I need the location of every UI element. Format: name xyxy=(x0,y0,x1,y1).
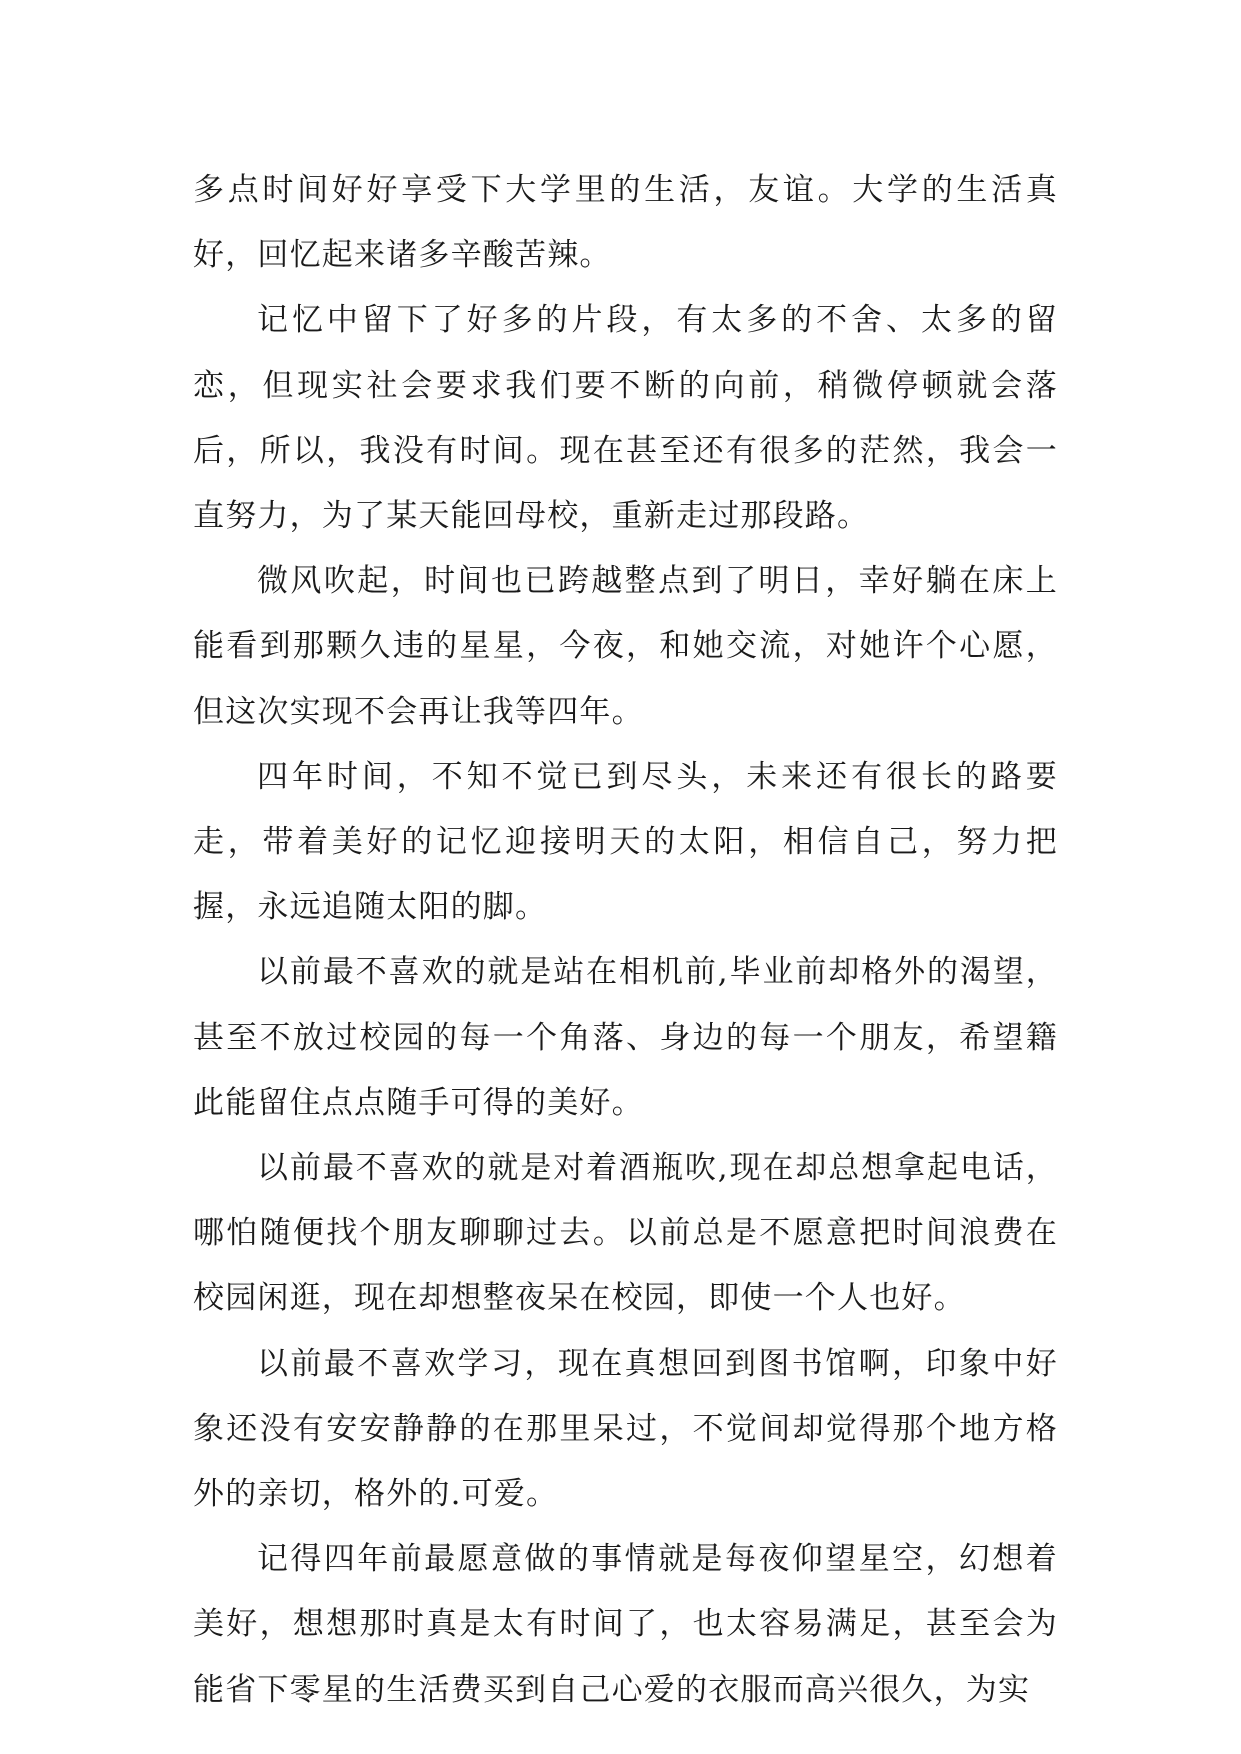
paragraph-1: 多点时间好好享受下大学里的生活，友谊。大学的生活真好，回忆起来诸多辛酸苦辣。 xyxy=(193,172,1058,274)
paragraph-3: 微风吹起，时间也已跨越整点到了明日，幸好躺在床上能看到那颗久违的星星，今夜，和她交流，对她许个心愿，但这次实现不会再让我等四年。 xyxy=(193,563,1058,730)
paragraph-6: 以前最不喜欢的就是对着酒瓶吹,现在却总想拿起电话，哪怕随便找个朋友聊聊过去。以前总是不愿意把时间浪费在校园闲逛，现在却想整夜呆在校园，即使一个人也好。 xyxy=(193,1150,1058,1317)
paragraph-2: 记忆中留下了好多的片段，有太多的不舍、太多的留恋，但现实社会要求我们要不断的向前，稍微停顿就会落后，所以，我没有时间。现在甚至还有很多的茫然，我会一直努力，为了某天能回母校，重新走过那段路。 xyxy=(193,302,1058,535)
paragraph-5: 以前最不喜欢的就是站在相机前,毕业前却格外的渴望，甚至不放过校园的每一个角落、身边的每一个朋友，希望籍此能留住点点随手可得的美好。 xyxy=(193,954,1058,1121)
document-body xyxy=(193,158,1058,1723)
paragraph-4: 四年时间，不知不觉已到尽头，未来还有很长的路要走，带着美好的记忆迎接明天的太阳，相信自己，努力把握，永远追随太阳的脚。 xyxy=(193,758,1058,926)
paragraph-8: 记得四年前最愿意做的事情就是每夜仰望星空，幻想着美好，想想那时真是太有时间了，也太容易满足，甚至会为能省下零星的生活费买到自己心爱的衣服而高兴很久，为实 xyxy=(193,1541,1058,1708)
paragraph-7: 以前最不喜欢学习，现在真想回到图书馆啊，印象中好象还没有安安静静的在那里呆过，不觉间却觉得那个地方格外的亲切，格外的.可爱。 xyxy=(193,1345,1058,1513)
